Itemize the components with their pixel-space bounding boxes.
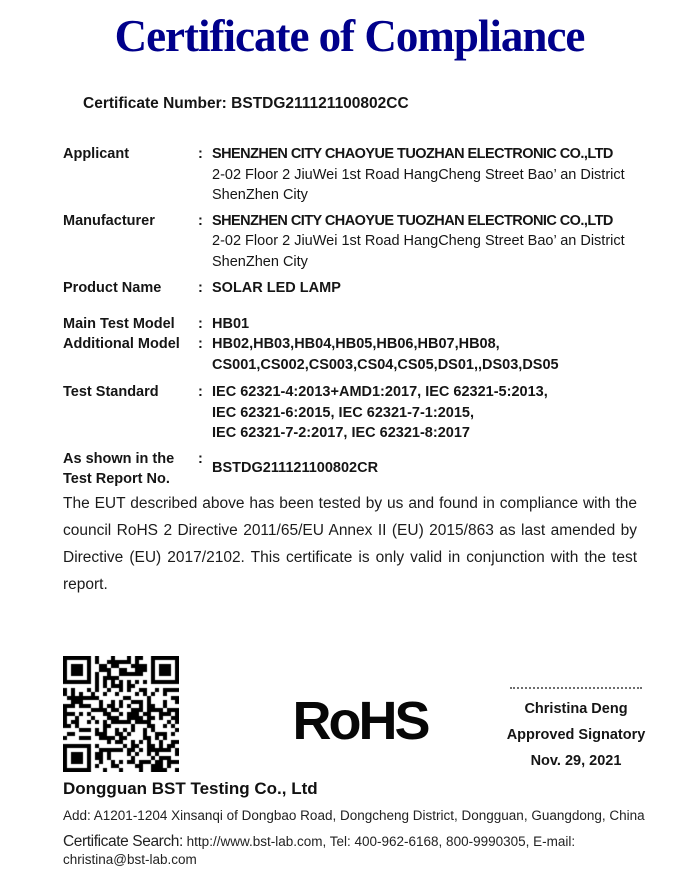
product-name-value: SOLAR LED LAMP (212, 280, 341, 296)
certificate-number-line (83, 96, 699, 112)
product-name-label: Product Name (63, 280, 162, 296)
field-row-additional-model (63, 334, 637, 375)
certificate-search-value: http://www.bst-lab.com, Tel: 400-962-6168, 800-9990305, E-mail: christina@bst-lab.com (63, 834, 576, 867)
rohs-logo: RoHS (292, 691, 428, 751)
applicant-label: Applicant (63, 146, 130, 162)
test-report-no-value: BSTDG211121100802CR (212, 459, 379, 476)
signatory-role: Approved Signatory (506, 727, 646, 743)
applicant-colon: : (198, 146, 203, 162)
field-row-product-name (63, 278, 637, 299)
additional-model-line2: CS001,CS002,CS003,CS04,CS05,DS01,,DS03,DS05 (212, 356, 559, 373)
issuer-footer (63, 779, 653, 869)
field-row-test-report-no (63, 449, 637, 490)
main-test-model-value: HB01 (212, 315, 250, 332)
manufacturer-value (212, 211, 637, 273)
additional-model-line1: HB02,HB03,HB04,HB05,HB06,HB07,HB08, (212, 336, 500, 352)
field-row-test-standard (63, 382, 637, 444)
signatory-name: Christina Deng (524, 701, 628, 717)
field-row-main-test-model (63, 314, 637, 335)
certificate-fields (63, 144, 637, 490)
issuer-contact-line (63, 833, 653, 869)
certificate-search-label: Certificate Search: (63, 833, 183, 850)
applicant-value (212, 144, 637, 206)
certificate-number-value: BSTDG211121100802CC (231, 95, 409, 112)
field-row-applicant (63, 144, 637, 206)
applicant-address-line1: 2-02 Floor 2 JiuWei 1st Road HangCheng Street Bao’ an District (212, 166, 625, 183)
test-standard-line3: IEC 62321-7-2:2017, IEC 62321-8:2017 (212, 425, 470, 441)
signature-dotted-line (510, 687, 642, 689)
applicant-company: SHENZHEN CITY CHAOYUE TUOZHAN ELECTRONIC CO.,LTD (212, 146, 613, 162)
manufacturer-company: SHENZHEN CITY CHAOYUE TUOZHAN ELECTRONIC CO.,LTD (212, 212, 613, 229)
test-standard-line2: IEC 62321-6:2015, IEC 62321-7-1:2015, (212, 404, 474, 421)
test-report-no-label-line1: As shown in the (63, 450, 175, 467)
compliance-statement: The EUT described above has been tested by us and found in compliance with the council RoHS 2 Directive 2011/65/EU Annex II (EU) 2015/863 as last amended by Directive (EU) 2017/2102. This certificate is only valid in conjunction with the test report. (63, 494, 637, 593)
test-report-no-colon: : (198, 450, 203, 467)
signatory-date: Nov. 29, 2021 (530, 753, 622, 769)
product-name-colon: : (198, 280, 203, 296)
manufacturer-label: Manufacturer (63, 212, 155, 229)
signatory-block (496, 687, 656, 774)
issuer-address: Add: A1201-1204 Xinsanqi of Dongbao Road, Dongcheng District, Dongguan, Guangdong, China (63, 808, 645, 823)
applicant-address-line2: ShenZhen City (212, 187, 308, 203)
additional-model-colon: : (198, 336, 203, 352)
test-standard-colon: : (198, 384, 203, 400)
qr-code-icon (63, 656, 179, 772)
test-standard-line1: IEC 62321-4:2013+AMD1:2017, IEC 62321-5:2013, (212, 384, 548, 400)
main-test-model-label: Main Test Model (63, 315, 175, 332)
page-title: Certificate of Compliance (114, 11, 585, 61)
manufacturer-address-line1: 2-02 Floor 2 JiuWei 1st Road HangCheng Street Bao’ an District (212, 233, 625, 249)
test-standard-label: Test Standard (63, 384, 159, 400)
additional-model-value (212, 334, 637, 375)
manufacturer-address-line2: ShenZhen City (212, 253, 308, 270)
additional-model-label: Additional Model (63, 336, 180, 352)
issuer-name: Dongguan BST Testing Co., Ltd (63, 779, 318, 798)
test-report-no-label-line2: Test Report No. (63, 471, 170, 487)
test-report-no-label (63, 449, 198, 490)
manufacturer-colon: : (198, 212, 203, 229)
certificate-number-label: Certificate Number: (83, 95, 227, 112)
main-test-model-colon: : (198, 315, 203, 332)
field-row-manufacturer (63, 211, 637, 273)
test-standard-value (212, 382, 637, 444)
